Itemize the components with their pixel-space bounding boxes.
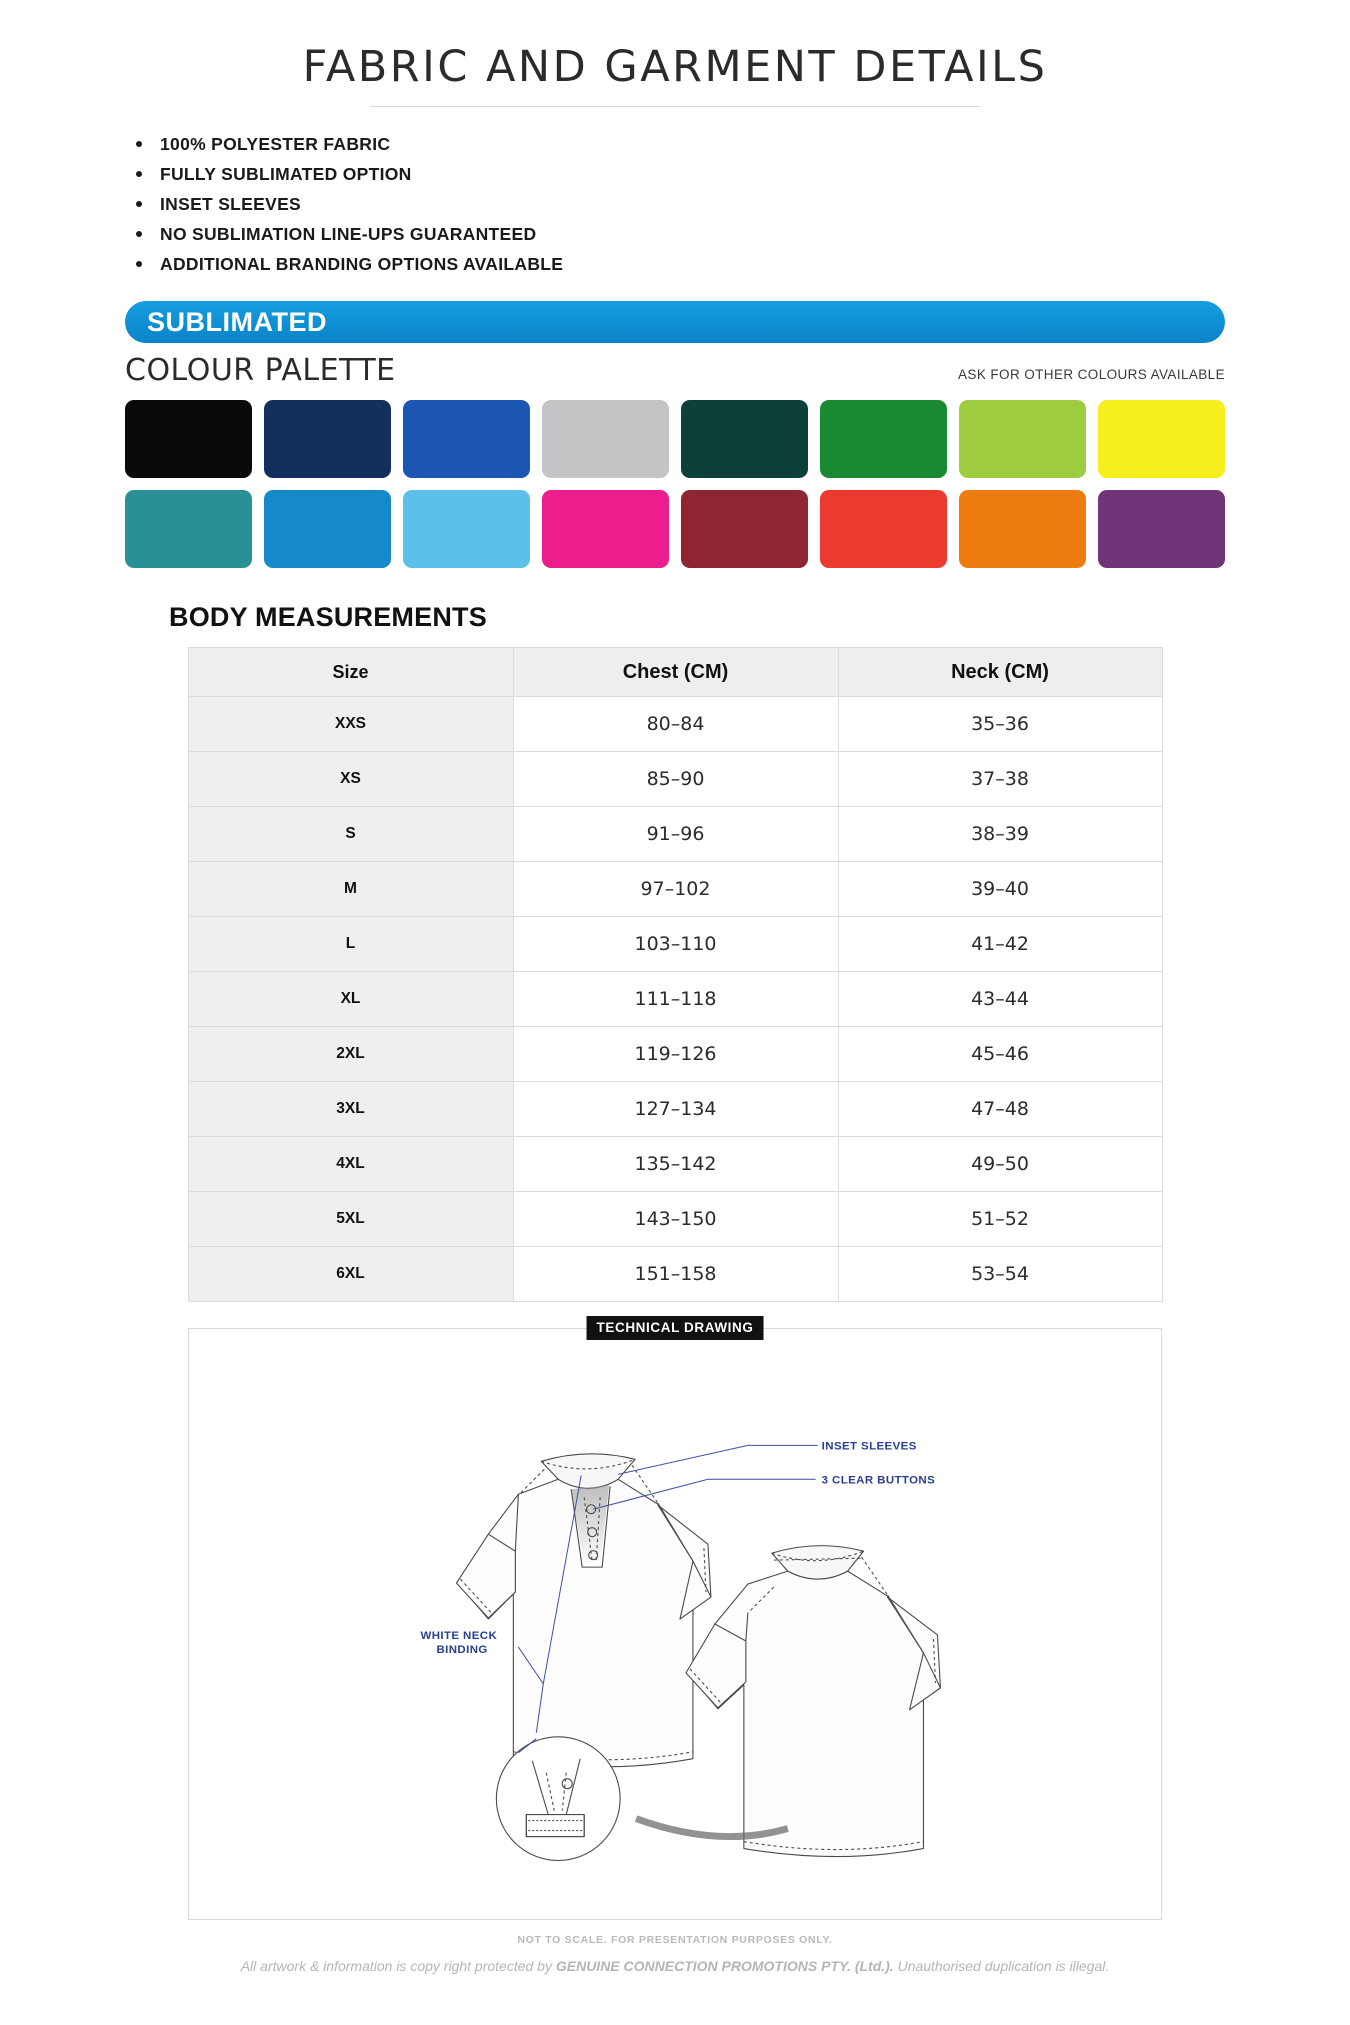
footer-legal bbox=[0, 1958, 1350, 1974]
colour-swatch[interactable] bbox=[959, 400, 1086, 478]
colour-swatch[interactable] bbox=[820, 490, 947, 568]
cell-neck: 53–54 bbox=[838, 1247, 1162, 1302]
cell-chest: 103–110 bbox=[513, 917, 838, 972]
table-row bbox=[188, 972, 1162, 1027]
table-row bbox=[188, 807, 1162, 862]
body-measurements-table bbox=[188, 647, 1163, 1302]
cell-size: 5XL bbox=[188, 1192, 513, 1247]
cell-chest: 143–150 bbox=[513, 1192, 838, 1247]
title-divider bbox=[370, 106, 980, 107]
colour-swatch-row-2 bbox=[125, 490, 1225, 568]
page-title: FABRIC AND GARMENT DETAILS bbox=[302, 42, 1048, 92]
table-header-row bbox=[188, 648, 1162, 697]
cell-chest: 111–118 bbox=[513, 972, 838, 1027]
list-item: INSET SLEEVES bbox=[160, 189, 1350, 219]
colour-swatch[interactable] bbox=[264, 400, 391, 478]
colour-swatch[interactable] bbox=[681, 490, 808, 568]
cell-chest: 97–102 bbox=[513, 862, 838, 917]
column-header-neck: Neck (CM) bbox=[838, 648, 1162, 697]
footer-legal-company: GENUINE CONNECTION PROMOTIONS PTY. (Ltd.). bbox=[555, 1958, 894, 1974]
colour-swatch[interactable] bbox=[542, 490, 669, 568]
cell-chest: 119–126 bbox=[513, 1027, 838, 1082]
colour-palette-note: ASK FOR OTHER COLOURS AVAILABLE bbox=[958, 367, 1225, 382]
cell-chest: 127–134 bbox=[513, 1082, 838, 1137]
cell-neck: 43–44 bbox=[838, 972, 1162, 1027]
table-row bbox=[188, 752, 1162, 807]
colour-swatch[interactable] bbox=[1098, 400, 1225, 478]
cell-size: L bbox=[188, 917, 513, 972]
table-row bbox=[188, 1247, 1162, 1302]
cell-neck: 49–50 bbox=[838, 1137, 1162, 1192]
cell-size: XL bbox=[188, 972, 513, 1027]
cell-size: 6XL bbox=[188, 1247, 513, 1302]
cell-neck: 35–36 bbox=[838, 697, 1162, 752]
cell-size: XXS bbox=[188, 697, 513, 752]
footer-legal-suffix: Unauthorised duplication is illegal. bbox=[893, 1958, 1110, 1974]
technical-drawing-box bbox=[188, 1320, 1162, 1920]
column-header-size: Size bbox=[188, 648, 513, 697]
sublimated-banner-label: SUBLIMATED bbox=[147, 306, 327, 337]
cell-size: S bbox=[188, 807, 513, 862]
cell-chest: 151–158 bbox=[513, 1247, 838, 1302]
cell-neck: 41–42 bbox=[838, 917, 1162, 972]
body-measurements-title: BODY MEASUREMENTS bbox=[169, 602, 487, 632]
table-row bbox=[188, 917, 1162, 972]
cell-size: 3XL bbox=[188, 1082, 513, 1137]
colour-swatch[interactable] bbox=[264, 490, 391, 568]
colour-swatch[interactable] bbox=[403, 400, 530, 478]
colour-swatch[interactable] bbox=[125, 490, 252, 568]
table-row bbox=[188, 862, 1162, 917]
colour-swatch[interactable] bbox=[1098, 490, 1225, 568]
footer-note: NOT TO SCALE. FOR PRESENTATION PURPOSES ONLY. bbox=[517, 1934, 833, 1946]
technical-drawing-illustration bbox=[189, 1329, 1161, 1919]
list-item: FULLY SUBLIMATED OPTION bbox=[160, 159, 1350, 189]
technical-drawing-label: TECHNICAL DRAWING bbox=[587, 1316, 764, 1340]
cell-size: M bbox=[188, 862, 513, 917]
table-row bbox=[188, 1082, 1162, 1137]
cell-chest: 91–96 bbox=[513, 807, 838, 862]
colour-swatch-row-1 bbox=[125, 400, 1225, 478]
feature-list bbox=[0, 129, 1350, 279]
colour-swatch[interactable] bbox=[542, 400, 669, 478]
technical-drawing-section bbox=[188, 1320, 1162, 1920]
list-item: 100% POLYESTER FABRIC bbox=[160, 129, 1350, 159]
sublimated-banner bbox=[125, 301, 1225, 343]
callout-white-neck-binding-line1: WHITE NECK bbox=[420, 1629, 498, 1642]
callout-white-neck-binding-line2: BINDING bbox=[436, 1643, 488, 1656]
colour-swatch[interactable] bbox=[820, 400, 947, 478]
colour-swatch[interactable] bbox=[125, 400, 252, 478]
cell-neck: 47–48 bbox=[838, 1082, 1162, 1137]
cell-size: XS bbox=[188, 752, 513, 807]
cell-chest: 85–90 bbox=[513, 752, 838, 807]
cell-size: 2XL bbox=[188, 1027, 513, 1082]
cell-chest: 135–142 bbox=[513, 1137, 838, 1192]
cell-neck: 45–46 bbox=[838, 1027, 1162, 1082]
colour-swatch[interactable] bbox=[681, 400, 808, 478]
footer-legal-prefix: All artwork & information is copy right protected by bbox=[240, 1958, 556, 1974]
cell-chest: 80–84 bbox=[513, 697, 838, 752]
table-row bbox=[188, 697, 1162, 752]
cell-size: 4XL bbox=[188, 1137, 513, 1192]
callout-clear-buttons: 3 CLEAR BUTTONS bbox=[821, 1474, 936, 1487]
cell-neck: 37–38 bbox=[838, 752, 1162, 807]
colour-swatch[interactable] bbox=[403, 490, 530, 568]
colour-palette-header bbox=[125, 353, 1225, 388]
cell-neck: 39–40 bbox=[838, 862, 1162, 917]
table-row bbox=[188, 1137, 1162, 1192]
list-item: ADDITIONAL BRANDING OPTIONS AVAILABLE bbox=[160, 249, 1350, 279]
table-row bbox=[188, 1192, 1162, 1247]
list-item: NO SUBLIMATION LINE-UPS GUARANTEED bbox=[160, 219, 1350, 249]
callout-inset-sleeves: INSET SLEEVES bbox=[821, 1440, 917, 1453]
colour-swatch[interactable] bbox=[959, 490, 1086, 568]
cell-neck: 38–39 bbox=[838, 807, 1162, 862]
cell-neck: 51–52 bbox=[838, 1192, 1162, 1247]
column-header-chest: Chest (CM) bbox=[513, 648, 838, 697]
colour-palette-title: COLOUR PALETTE bbox=[125, 353, 396, 388]
table-row bbox=[188, 1027, 1162, 1082]
